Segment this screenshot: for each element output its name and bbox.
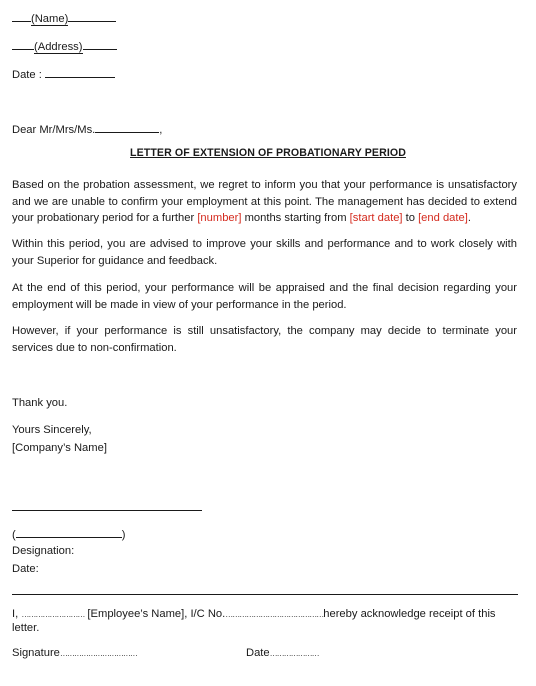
signature-date-label: Date: [12,563,39,575]
date-label: Date : [12,69,42,81]
signature-rule [12,510,202,511]
acknowledgement-line-2: letter. [12,622,40,634]
name-placeholder: (Name) [31,13,69,25]
number-placeholder: [number] [197,212,242,224]
start-date-placeholder: [start date] [349,212,403,224]
paragraph-4: However, if your performance is still unsatisfactory, the company may decide to terminate your services due to non-confirmation. [12,325,517,354]
address-line [12,38,117,54]
acknowledgement-divider [12,594,518,595]
thank-you: Thank you. [12,397,68,409]
letter-title: LETTER OF EXTENSION OF PROBATIONARY PERIOD [130,147,406,159]
company-name-placeholder: [Company’s Name] [12,442,107,454]
salutation-comma: , [159,124,163,136]
designation-label: Designation: [12,545,75,557]
paragraph-2: Within this period, you are advised to improve your skills and performance and to work closely with your Superior for guidance and feedback. [12,238,517,267]
name-line [12,10,116,26]
employee-signature-label: Signature [12,647,60,659]
date-line [12,66,115,82]
yours-sincerely: Yours Sincerely, [12,424,92,436]
paragraph-1: Based on the probation assessment, we regret to inform you that your performance is unsatisfactory and we are unable to confirm your employment at this point. The management has decided to extend your probationary period for a further [number] months starting from [start date] to [end date]. [12,179,517,224]
address-placeholder: (Address) [34,41,83,53]
end-date-placeholder: [end date] [418,212,468,224]
salutation-line [12,121,162,137]
acknowledgement-line-1: I, ……………………… [Employee’s Name], I/C No.……………………………………hereby acknowledge receipt of this [12,608,496,620]
employee-date-line: Date………………… [246,647,319,659]
employee-date-label: Date [246,647,270,659]
employee-signature-line: Signature…………………………… [12,647,137,659]
signatory-name-line: ( ) [12,526,125,542]
salutation-text: Dear Mr/Mrs/Ms. [12,124,96,136]
paragraph-3: At the end of this period, your performance will be appraised and the final decision regarding your employment will be made in view of your performance in the period. [12,282,517,311]
